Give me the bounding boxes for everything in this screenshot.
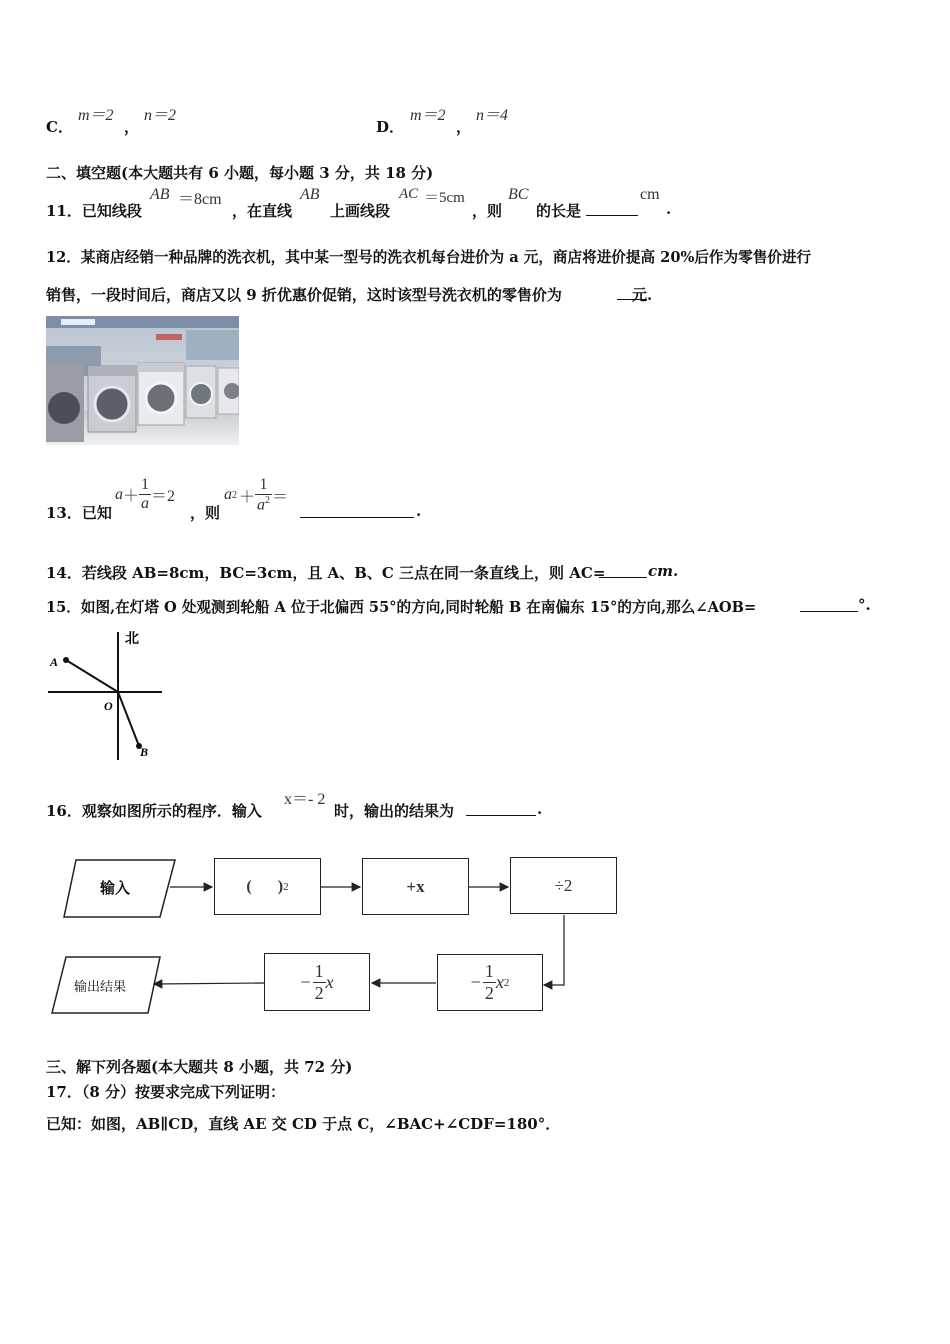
q13-equals: ＝2 (151, 488, 176, 505)
option-c-n: n＝2 (144, 107, 177, 124)
flow-nhx-minus: − (300, 971, 311, 992)
q11-text-4: ，则 (472, 202, 503, 220)
section2-title: 二、填空题(本大题共有 6 小题，每小题 3 分，共 18 分) (46, 164, 434, 182)
q13-end: . (416, 502, 422, 520)
q11-unit: cm (640, 186, 660, 203)
ray-oa (66, 660, 118, 692)
q13-frac2-den (255, 494, 272, 514)
q14-end: cm. (648, 562, 679, 580)
q11-text-1: 11．已知线段 (46, 202, 142, 220)
flow-square-open: ( (246, 877, 252, 895)
flow-nhx2-minus: − (470, 972, 481, 992)
flow-box-neg-half-x2 (437, 954, 543, 1011)
compass-diagram (40, 626, 180, 766)
option-d-label: D． (376, 118, 405, 136)
arrow-div-to-half-x2 (544, 915, 564, 985)
flow-plus-x-label: +x (406, 876, 425, 896)
q11-text-5: 的长是 (536, 202, 582, 220)
q17-line-2: 已知：如图，AB∥CD，直线 AE 交 CD 于点 C，∠BAC+∠CDF=180°． (46, 1115, 561, 1133)
q11-ab: AB (150, 186, 170, 203)
q13-frac2-den-exp: 2 (265, 495, 271, 506)
q16-end: . (537, 800, 543, 818)
flow-nhx2-den: 2 (484, 983, 494, 1003)
flow-nhx-frac (313, 961, 326, 1004)
q13-var-a2: a (224, 486, 232, 504)
flow-div2-label: ÷2 (554, 875, 573, 895)
flow-nhx2-frac (483, 961, 496, 1004)
flow-nhx2-num: 1 (484, 961, 494, 981)
q13-plus-2: ＋ (239, 488, 256, 506)
q13-given-expression (115, 476, 175, 513)
washing-machine-illustration (46, 316, 239, 445)
option-c-label: C． (46, 118, 73, 136)
label-o: O (104, 699, 113, 713)
flow-nhx2-var: x (495, 972, 504, 992)
ray-ob (118, 692, 139, 746)
q13-text-2: ，则 (190, 504, 221, 522)
washing-machine-photo (46, 316, 239, 445)
flow-box-div2 (510, 857, 617, 914)
q12-line-1: 12．某商店经销一种品牌的洗衣机，其中某一型号的洗衣机每台进价为 a 元，商店将进价提高 20%后作为零售价进行 (46, 249, 812, 266)
section3-title: 三、解下列各题(本大题共 8 小题，共 72 分) (46, 1058, 353, 1076)
flow-box-plus-x (362, 858, 469, 915)
q16-answer-blank[interactable] (466, 802, 536, 816)
q13-frac-num: 1 (141, 476, 150, 493)
q15-text: 15．如图,在灯塔 O 处观测到轮船 A 位于北偏西 55°的方向,同时轮船 B 在南偏东 15°的方向,那么∠AOB= (46, 599, 757, 616)
q13-fraction (139, 476, 151, 513)
q13-frac-den: a (141, 495, 150, 512)
q16-text-2: 时，输出的结果为 (334, 802, 455, 820)
flow-square-close: ) (277, 877, 284, 895)
point-a (63, 657, 69, 663)
q11-answer-blank[interactable] (586, 202, 638, 216)
q13-equals-2: ＝ (272, 488, 289, 506)
q16-text-1: 16．观察如图所示的程序．输入 (46, 802, 262, 820)
q13-var-a: a (115, 485, 123, 503)
q13-fraction-2 (255, 476, 272, 514)
flow-box-neg-half-x (264, 953, 370, 1011)
label-north: 北 (125, 631, 139, 647)
option-c-sep: ， (124, 118, 140, 136)
option-d-m: m＝2 (410, 107, 446, 124)
q15-end: °. (858, 596, 871, 614)
flow-nhx-var: x (325, 971, 334, 992)
flow-input-label: 输入 (100, 879, 131, 897)
arrow-to-output (154, 983, 264, 984)
q11-text-2: ，在直线 (232, 202, 293, 220)
label-a: A (50, 655, 59, 669)
q13-exp: 2 (232, 489, 237, 501)
q13-frac2-num: 1 (259, 476, 268, 493)
q17-line-1: 17．（8 分）按要求完成下列证明： (46, 1083, 286, 1101)
label-b: B (140, 745, 149, 759)
option-c-m: m＝2 (78, 107, 114, 124)
q13-frac2-den-var: a (257, 496, 266, 514)
q14-text: 14．若线段 AB=8cm，BC=3cm，且 A、B、C 三点在同一条直线上，则 AC= (46, 564, 606, 582)
q13-text-1: 13．已知 (46, 504, 112, 522)
q16-input-value: x＝- 2 (284, 791, 326, 808)
flow-nhx2-exp: 2 (503, 976, 510, 989)
q15-answer-blank[interactable] (800, 598, 858, 612)
q12-line-2: 销售，一段时间后，商店又以 9 折优惠价促销，这时该型号洗衣机的零售价为 (46, 286, 562, 304)
flow-box-square (214, 858, 321, 915)
q12-end: 元. (632, 286, 653, 304)
flow-nhx-num: 1 (314, 960, 324, 981)
flow-square-exp: 2 (283, 880, 289, 893)
q11-bc: BC (508, 186, 529, 203)
q11-text-3: 上画线段 (330, 202, 391, 220)
q13-plus: ＋ (123, 488, 140, 505)
q13-answer-blank[interactable] (300, 504, 414, 518)
flow-output-label: 输出结果 (74, 980, 127, 995)
q11-ac-value: ＝5cm (424, 190, 465, 206)
option-d-sep: ， (456, 118, 472, 136)
q11-ac: AC (399, 186, 419, 202)
q11-ab-value: ＝8cm (178, 191, 222, 208)
option-d-n: n＝4 (476, 107, 509, 124)
q11-ab2: AB (300, 186, 320, 203)
q13-target-expression (224, 476, 288, 514)
flow-nhx-den: 2 (314, 982, 324, 1003)
q11-end: . (666, 200, 672, 218)
q14-answer-blank[interactable] (599, 564, 647, 578)
